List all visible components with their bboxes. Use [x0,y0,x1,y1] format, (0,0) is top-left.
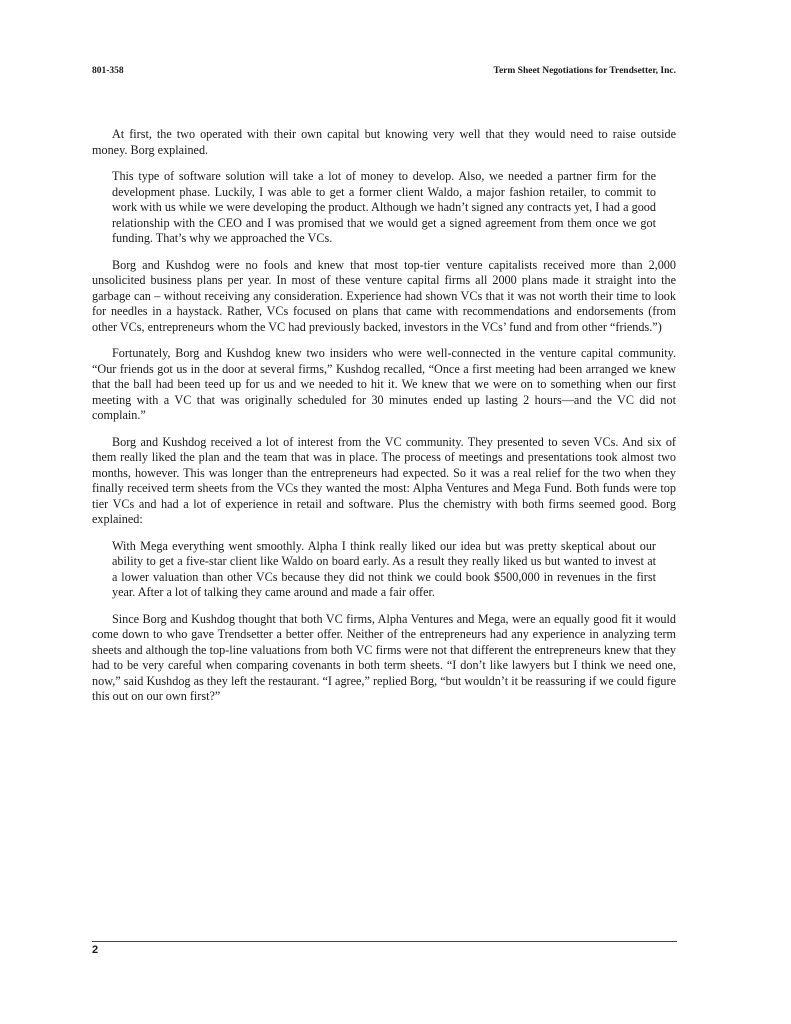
page-number: 2 [92,944,99,956]
block-quote: This type of software solution will take a lot of money to develop. Also, we needed a partner firm for the development phase. Luckily, I was able to get a former client Waldo, a major fashion retailer, to commit to work with us while we were developing the product. Although we hadn’t signed any contracts yet, I had a good relationship with the CEO and I was promised that we would get a signed agreement from them once we got funding. That’s why we approached the VCs. [112,169,656,245]
running-title: Term Sheet Negotiations for Trendsetter, Inc. [493,66,676,76]
body-text [92,127,676,716]
page-header [92,66,676,80]
paragraph: Fortunately, Borg and Kushdog knew two insiders who were well-connected in the venture capital community. “Our friends got us in the door at several firms,” Kushdog recalled, “Once a first meeting had been arranged we knew that the ball had been teed up for us and we needed to hit it. We knew that we were on to something when our first meeting with a VC that was originally scheduled for 30 minutes ended up lasting 2 hours—and the VC did not complain.” [92,346,676,422]
paragraph: At first, the two operated with their own capital but knowing very well that they would need to raise outside money. Borg explained. [92,127,676,157]
block-quote: With Mega everything went smoothly. Alpha I think really liked our idea but was pretty skeptical about our ability to get a five-star client like Waldo on board early. As a result they really liked us but wanted to invest at a lower valuation than other VCs because they did not think we could book $500,000 in revenues in the first year. After a lot of talking they came around and made a fair offer. [112,538,656,599]
paragraph: Borg and Kushdog received a lot of interest from the VC community. They presented to seven VCs. And six of them really liked the plan and the team that was in place. The process of meetings and presentations took almost two months, however. This was longer than the entrepreneurs had expected. So it was a real relief for the two when they finally received term sheets from the VCs they wanted the most: Alpha Ventures and Mega Fund. Both funds were top tier VCs and had a lot of experience in retail and software. Plus the chemistry with both firms seemed good. Borg explained: [92,434,676,526]
case-number: 801-358 [92,66,124,76]
footer-divider [92,941,677,942]
paragraph: Since Borg and Kushdog thought that both VC firms, Alpha Ventures and Mega, were an equally good fit it would come down to who gave Trendsetter a better offer. Neither of the entrepreneurs had any experience in analyzing term sheets and although the top-line valuations from both VC firms were not that different the entrepreneurs knew that they had to be very careful when comparing covenants in both term sheets. “I don’t like lawyers but I think we need one, now,” said Kushdog as they left the restaurant. “I agree,” replied Borg, “but wouldn’t it be reassuring if we could figure this out on our own first?” [92,611,676,703]
paragraph: Borg and Kushdog were no fools and knew that most top-tier venture capitalists received more than 2,000 unsolicited business plans per year. In most of these venture capital firms all 2000 plans made it straight into the garbage can – without receiving any consideration. Experience had shown VCs that it was not worth their time to look for needles in a haystack. Rather, VCs focused on plans that came with recommendations and endorsements (from other VCs, entrepreneurs whom the VC had previously backed, investors in the VCs’ fund and from other “friends.”) [92,257,676,334]
